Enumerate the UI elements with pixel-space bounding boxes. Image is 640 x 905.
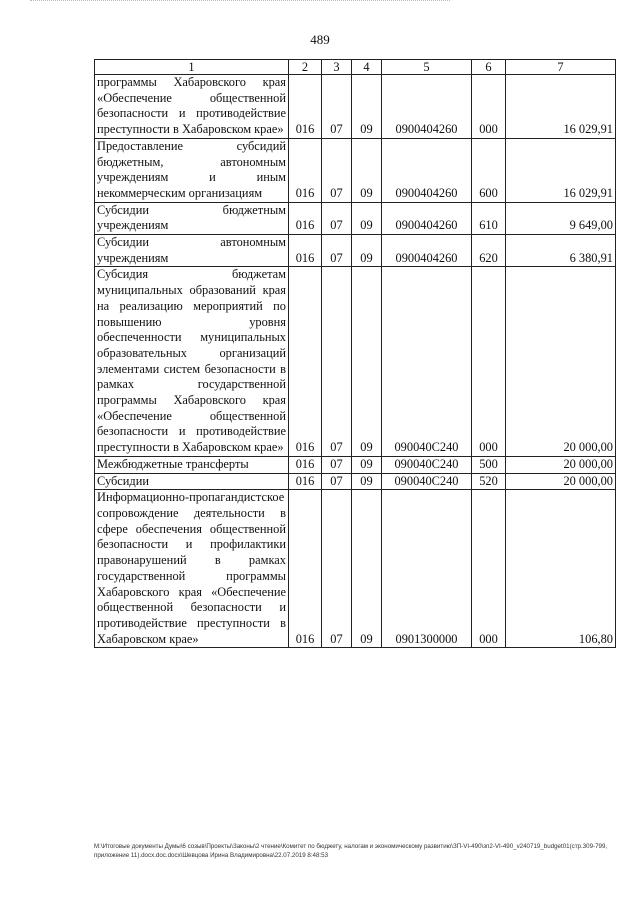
row-target-article: 090040С240 <box>382 473 472 490</box>
row-section: 07 <box>322 456 352 473</box>
row-amount: 20 000,00 <box>506 473 616 490</box>
header-col-6: 6 <box>472 60 506 75</box>
table-row <box>95 456 616 473</box>
row-ministry-code: 016 <box>289 473 322 490</box>
row-subsection: 09 <box>352 138 382 202</box>
header-col-1: 1 <box>95 60 289 75</box>
row-amount: 16 029,91 <box>506 138 616 202</box>
row-name: Предоставление субсидий бюджетным, автономным учреждениям и иным некоммерческим организациям <box>95 138 289 202</box>
row-subsection: 09 <box>352 267 382 456</box>
header-col-4: 4 <box>352 60 382 75</box>
table-row <box>95 235 616 267</box>
row-ministry-code: 016 <box>289 235 322 267</box>
row-ministry-code: 016 <box>289 456 322 473</box>
row-target-article: 090040С240 <box>382 267 472 456</box>
row-ministry-code: 016 <box>289 202 322 234</box>
table-header-row <box>95 60 616 75</box>
row-target-article: 090040С240 <box>382 456 472 473</box>
row-subsection: 09 <box>352 456 382 473</box>
header-col-2: 2 <box>289 60 322 75</box>
row-ministry-code: 016 <box>289 138 322 202</box>
row-amount: 20 000,00 <box>506 267 616 456</box>
budget-table <box>94 59 616 648</box>
table-row <box>95 267 616 456</box>
row-section: 07 <box>322 473 352 490</box>
row-expense-type: 610 <box>472 202 506 234</box>
row-subsection: 09 <box>352 473 382 490</box>
row-name: Субсидии бюджетным учреждениям <box>95 202 289 234</box>
row-expense-type: 620 <box>472 235 506 267</box>
row-amount: 20 000,00 <box>506 456 616 473</box>
table-row <box>95 75 616 139</box>
scan-artifact-line <box>30 0 450 3</box>
table-row <box>95 202 616 234</box>
row-subsection: 09 <box>352 202 382 234</box>
header-col-7: 7 <box>506 60 616 75</box>
row-subsection: 09 <box>352 235 382 267</box>
row-section: 07 <box>322 138 352 202</box>
row-section: 07 <box>322 267 352 456</box>
row-expense-type: 600 <box>472 138 506 202</box>
table-row <box>95 138 616 202</box>
row-expense-type: 000 <box>472 267 506 456</box>
header-col-5: 5 <box>382 60 472 75</box>
row-name: Субсидии <box>95 473 289 490</box>
row-ministry-code: 016 <box>289 75 322 139</box>
row-expense-type: 520 <box>472 473 506 490</box>
row-target-article: 0900404260 <box>382 235 472 267</box>
row-name: Субсидия бюджетам муниципальных образований края на реализацию мероприятий по повышению уровня обеспеченности муниципальных образовательных организаций элементами систем безопасности в рамках государственной программы Хабаровского края «Обеспечение общественной безопасности и противодействие преступности в Хабаровском крае» <box>95 267 289 456</box>
file-path-footer: М:\Итоговые документы Думы\6 созыв\Проекты\Законы\2 чтение\Комитет по бюджету, налогам и экономическому развитию\ЗП-VI-490\зп2-VI-490_v240719_budget01(стр.309-799, приложение 11).docx.doc.docx\Шевцова Ирина Владимировна\22.07.2019 8:48:53 <box>94 843 608 859</box>
row-target-article: 0900404260 <box>382 202 472 234</box>
row-amount: 9 649,00 <box>506 202 616 234</box>
row-subsection: 09 <box>352 490 382 648</box>
row-name: Информационно-пропагандистское сопровождение деятельности в сфере обеспечения общественной безопасности и профилактики правонарушений в рамках государственной программы Хабаровского края «Обеспечение общественной безопасности и противодействие преступности в Хабаровском крае» <box>95 490 289 648</box>
row-amount: 106,80 <box>506 490 616 648</box>
row-amount: 16 029,91 <box>506 75 616 139</box>
row-section: 07 <box>322 235 352 267</box>
row-subsection: 09 <box>352 75 382 139</box>
row-amount: 6 380,91 <box>506 235 616 267</box>
row-name: программы Хабаровского края «Обеспечение общественной безопасности и противодействие преступности в Хабаровском крае» <box>95 75 289 139</box>
page-number: 489 <box>310 32 330 47</box>
row-name: Субсидии автономным учреждениям <box>95 235 289 267</box>
row-target-article: 0900404260 <box>382 75 472 139</box>
row-section: 07 <box>322 490 352 648</box>
row-ministry-code: 016 <box>289 490 322 648</box>
table-row <box>95 490 616 648</box>
row-ministry-code: 016 <box>289 267 322 456</box>
table-row <box>95 473 616 490</box>
header-col-3: 3 <box>322 60 352 75</box>
row-expense-type: 500 <box>472 456 506 473</box>
row-expense-type: 000 <box>472 75 506 139</box>
row-target-article: 0901300000 <box>382 490 472 648</box>
row-section: 07 <box>322 202 352 234</box>
row-section: 07 <box>322 75 352 139</box>
row-name: Межбюджетные трансферты <box>95 456 289 473</box>
row-target-article: 0900404260 <box>382 138 472 202</box>
row-expense-type: 000 <box>472 490 506 648</box>
